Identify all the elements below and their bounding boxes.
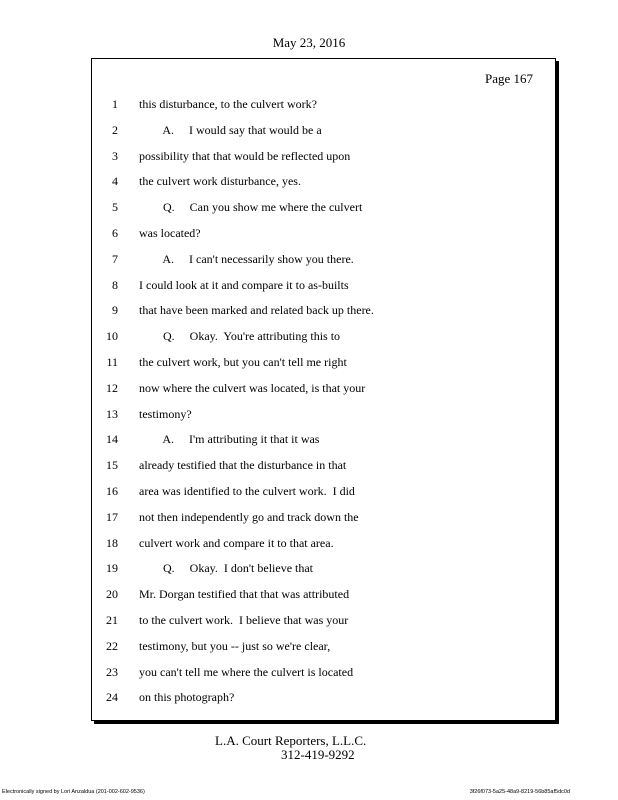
line-text: Q. Okay. You're attributing this to [139, 329, 341, 344]
transcript-line [92, 328, 532, 344]
transcript-line [92, 457, 532, 473]
transcript-line [92, 560, 532, 576]
line-number: 18 [106, 535, 118, 550]
line-number: 13 [106, 406, 118, 421]
transcript-line [92, 689, 532, 705]
transcript-line [92, 302, 532, 318]
line-text: A. I'm attributing it that it was [139, 432, 320, 447]
line-number: 14 [106, 432, 118, 447]
line-number: 12 [106, 380, 118, 395]
line-text: area was identified to the culvert work. I did [139, 484, 355, 498]
transcript-line [92, 173, 532, 189]
line-text: A. I can't necessarily show you there. [139, 251, 354, 266]
line-number: 17 [106, 509, 118, 524]
line-number: 23 [106, 664, 118, 679]
footer-phone: 312-419-9292 [281, 747, 355, 762]
transcript-line [92, 251, 532, 267]
transcript-line [92, 96, 532, 112]
line-text: was located? [139, 226, 201, 240]
line-text: Q. Okay. I don't believe that [139, 561, 314, 576]
transcript-line [92, 483, 532, 499]
footer-company: L.A. Court Reporters, L.L.C. [215, 733, 367, 748]
line-text: Mr. Dorgan testified that that was attributed [139, 587, 350, 602]
transcript-line [92, 122, 532, 138]
line-number: 9 [112, 303, 118, 318]
transcript-line [92, 199, 532, 215]
line-text: testimony? [139, 406, 192, 421]
line-text: not then independently go and track down the [139, 509, 359, 524]
line-number: 3 [112, 148, 118, 163]
transcript-line [92, 380, 532, 396]
transcript-line [92, 664, 532, 680]
transcript-line [92, 225, 532, 241]
line-text: now where the culvert was located, is that your [139, 380, 366, 395]
transcript-line [92, 586, 532, 602]
electronic-signature-note: Electronically signed by Lori Anzaldua (201-002-602-9536) [2, 789, 145, 795]
transcript-line [92, 612, 532, 628]
transcript-page [91, 58, 556, 721]
line-text: possibility that that would be reflected upon [139, 148, 351, 163]
line-text: testimony, but you -- just so we're clear, [139, 638, 331, 653]
line-text: Q. Can you show me where the culvert [139, 200, 363, 215]
line-number: 19 [106, 561, 118, 576]
line-text: on this photograph? [139, 690, 235, 705]
line-text: you can't tell me where the culvert is located [139, 664, 354, 679]
transcript-line [92, 535, 532, 551]
line-number: 6 [112, 226, 118, 240]
transcript-line [92, 638, 532, 654]
line-text: this disturbance, to the culvert work? [139, 97, 317, 111]
line-text: culvert work and compare it to that area. [139, 535, 334, 550]
transcript-line [92, 354, 532, 370]
line-number: 4 [112, 174, 118, 189]
line-number: 10 [106, 329, 118, 344]
line-number: 24 [106, 690, 118, 705]
line-text: the culvert work, but you can't tell me right [139, 355, 347, 369]
line-text: A. I would say that would be a [139, 122, 322, 137]
line-number: 2 [112, 122, 118, 137]
line-number: 16 [106, 484, 118, 498]
line-number: 15 [106, 458, 118, 473]
line-number: 20 [106, 587, 118, 602]
line-text: to the culvert work. I believe that was your [139, 613, 349, 627]
line-number: 1 [112, 97, 118, 111]
transcript-line [92, 148, 532, 164]
line-number: 8 [112, 277, 118, 292]
transcript-line [92, 431, 532, 447]
line-number: 22 [106, 638, 118, 653]
transcript-date: May 23, 2016 [272, 35, 346, 50]
line-text: I could look at it and compare it to as-builts [139, 277, 349, 292]
line-number: 5 [112, 200, 118, 215]
line-text: that have been marked and related back up there. [139, 303, 374, 318]
document-id: 3f26f073-5a25-48a9-8219-56b85af5dc0d [469, 789, 570, 795]
page-number: Page 167 [484, 71, 533, 86]
transcript-line [92, 509, 532, 525]
line-number: 11 [106, 355, 118, 369]
line-text: already testified that the disturbance in that [139, 458, 347, 473]
transcript-line [92, 277, 532, 293]
line-text: the culvert work disturbance, yes. [139, 174, 301, 189]
transcript-line [92, 406, 532, 422]
line-number: 21 [106, 613, 118, 627]
line-number: 7 [112, 251, 118, 266]
